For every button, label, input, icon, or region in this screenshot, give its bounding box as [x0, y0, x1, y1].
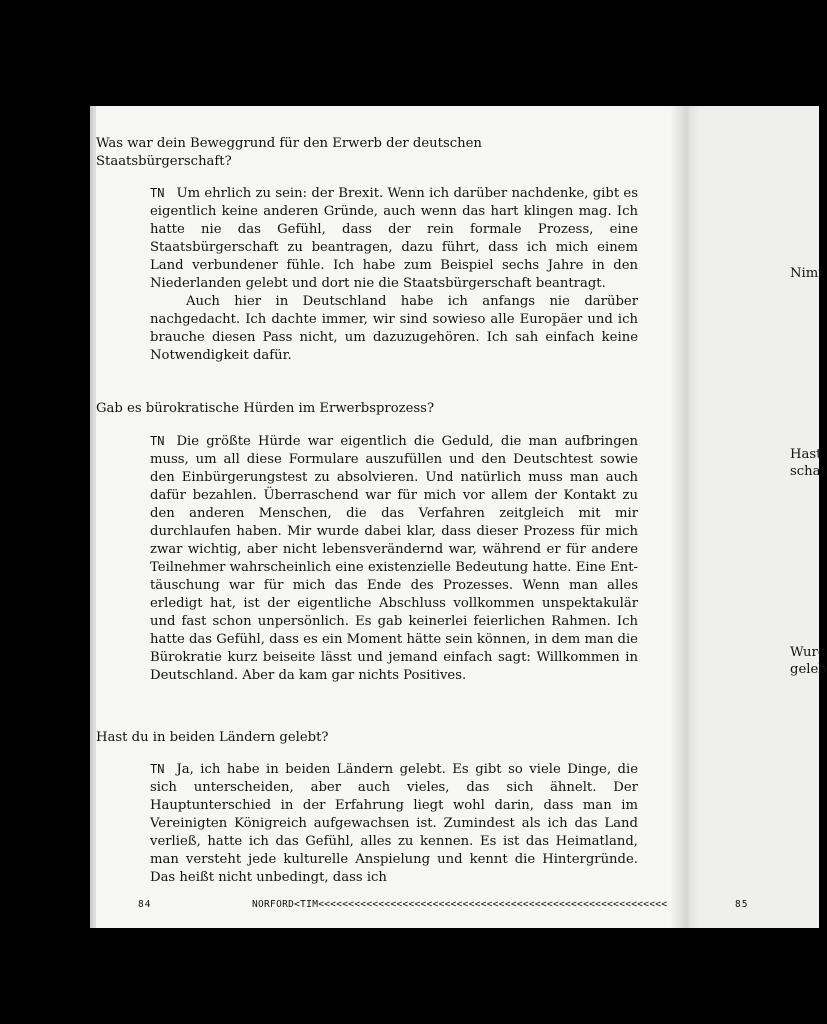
answer-3 [150, 760, 638, 887]
right-page-line-3: schat [790, 464, 826, 479]
right-page-line-5: geleb [790, 662, 827, 677]
answer-1 [150, 184, 638, 365]
question-1: Was war dein Beweggrund für den Erwerb der deutschen Staatsbürgerschaft? [96, 136, 482, 169]
answer-3-paragraph-1 [150, 760, 638, 887]
answer-2-paragraph-1 [150, 432, 638, 685]
speaker-label: TN [150, 762, 165, 776]
page-number-left: 84 [138, 899, 152, 910]
answer-1-paragraph-1 [150, 184, 638, 293]
answer-1-paragraph-2: Auch hier in Deutschland habe ich anfangs nie darüber nachgedacht. Ich dachte immer, wir sind sowieso alle Europäer und ich brauche diesen Pass nicht, um dazuzugehören. Ich sah einfach keine Notwendigkeit dafür. [150, 294, 638, 363]
speaker-label: TN [150, 186, 165, 200]
right-page-line-1: Nimı [790, 266, 823, 281]
speaker-label: TN [150, 434, 165, 448]
answer-2-text-1: Die größte Hürde war eigentlich die Geduld, die man aufbringen muss, um all diese Formulare auszufüllen und den Deutschtest sowie den Einbürgerungstest zu absolvieren. Und natürlich muss man auch dafür bezahlen. Überraschend war für mich vor allem der Kontakt zu den anderen Menschen, die das Verfahren zeitgleich mit mir durchlaufen haben. Mir wurde dabei klar, dass dieser Prozess für mich zwar wichtig, aber nicht lebensverändernd war, während er für andere Teilnehmer wahrscheinlich eine existenzielle Bedeutung hatte. Eine Enttäuschung war für mich das Ende des Prozesses. Wenn man alles erledigt hat, ist der eigentliche Abschluss vollkommen unspektakulär und fast schon unpersönlich. Es gab keinerlei feierlichen Rahmen. Ich hatte das Gefühl, dass es ein Moment hätte sein können, in dem man die Bürokratie kurz beiseite lässt und jemand einfach sagt: Willkommen in Deutschland. Aber da kam gar nichts Positives. [150, 434, 638, 683]
question-3: Hast du in beiden Ländern gelebt? [96, 730, 329, 745]
question-2: Gab es bürokratische Hürden im Erwerbsprozess? [96, 401, 435, 416]
answer-3-text-1: Ja, ich habe in beiden Ländern gelebt. Es gibt so viele Dinge, die sich unterscheiden, aber auch vieles, das sich ähnelt. Der Hauptunterschied in der Erfahrung liegt wohl darin, dass man im Vereinigten Königreich aufgewachsen ist. Zumindest als ich das Land verließ, hatte ich das Gefühl, alles zu kennen. Es ist das Heimatland, man versteht jede kulturelle Anspielung und kennt die Hintergründe. Das heißt nicht unbedingt, dass ich [150, 762, 638, 885]
answer-2 [150, 432, 638, 685]
right-page-line-2: Hast [790, 447, 822, 462]
right-page [686, 106, 822, 928]
answer-1-text-1: Um ehrlich zu sein: der Brexit. Wenn ich darüber nachdenke, gibt es eigentlich keine anderen Gründe, auch wenn das hart klingen mag. Ich hatte nie das Gefühl, dass der rein formale Prozess, eine Staatsbürgerschaft zu beantragen, dazu führt, dass ich mich einem Land verbundener fühle. Ich habe zum Beispiel sechs Jahre in den Niederlanden gelebt und dort nie die Staatsbürgerschaft beantragt. [150, 186, 638, 291]
page-number-right: 85 [735, 899, 749, 910]
right-page-line-4: Wurc [790, 645, 826, 660]
running-footer: NORFORD<TIM<<<<<<<<<<<<<<<<<<<<<<<<<<<<<<<<<<<<<<<<<<<<<<<<<<<<<<<<<< [252, 899, 668, 910]
